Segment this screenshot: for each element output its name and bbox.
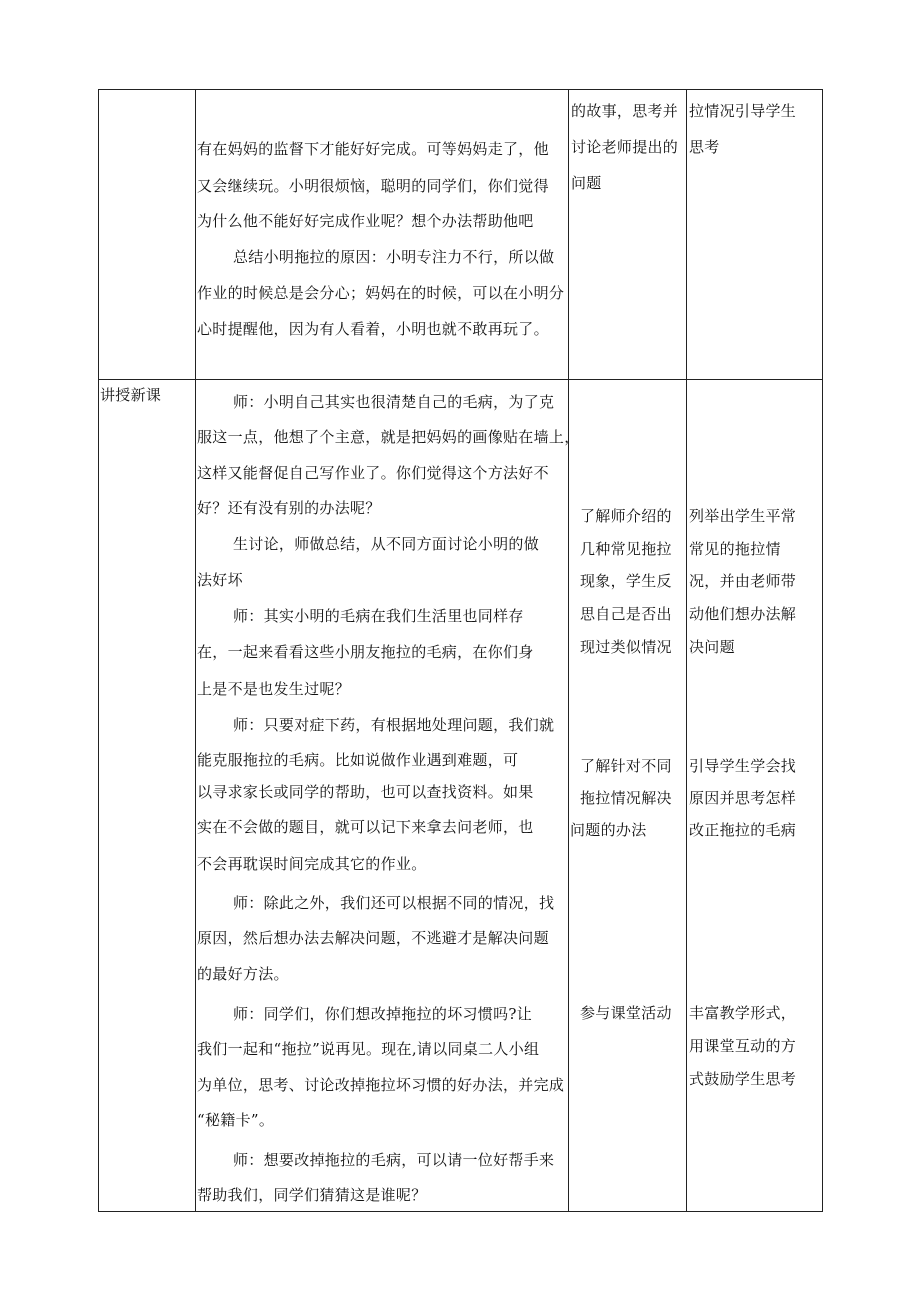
stage-cell — [99, 90, 196, 380]
intent-line: 式鼓励学生思考 — [689, 1070, 797, 1088]
activity-line: 现过类似情况 — [580, 638, 672, 656]
intent-line: 况，并由老师带 — [689, 572, 797, 590]
student-activity-cell — [569, 90, 687, 380]
content-line: 这样又能督促自己写作业了。你们觉得这个方法好不 — [197, 464, 549, 482]
content-line: 上是不是也发生过呢？ — [197, 680, 351, 698]
intent-line: 列举出学生平常 — [689, 507, 797, 525]
intent-line: 思考 — [689, 138, 720, 156]
content-line: 原因，然后想办法去解决问题，不逃避才是解决问题 — [197, 929, 549, 947]
teaching-content-cell — [196, 380, 580, 1212]
content-line: “秘籍卡”。 — [197, 1111, 275, 1129]
lesson-plan-table — [98, 89, 823, 1212]
content-line: 在，一起来看看这些小朋友拖拉的毛病，在你们身 — [197, 643, 534, 661]
activity-line: 思自己是否出 — [580, 605, 672, 623]
intent-line: 引导学生学会找 — [689, 757, 797, 775]
content-line: 实在不会做的题目，就可以记下来拿去问老师，也 — [197, 818, 534, 836]
content-line: 师：除此之外，我们还可以根据不同的情况，找 — [233, 894, 555, 912]
content-line: 能克服拖拉的毛病。比如说做作业遇到难题，可 — [197, 751, 519, 769]
activity-line: 现象，学生反 — [580, 572, 672, 590]
content-line: 不会再耽误时间完成其它的作业。 — [197, 855, 427, 873]
content-line: 总结小明拖拉的原因：小明专注力不行，所以做 — [233, 248, 555, 266]
design-intent-cell — [687, 90, 823, 380]
content-line: 我们一起和“拖拉”说再见。现在,请以同桌二人小组 — [197, 1040, 540, 1058]
stage-cell — [99, 380, 196, 1212]
content-line: 帮助我们，同学们猜猜这是谁呢？ — [197, 1186, 427, 1204]
content-line: 为单位，思考、讨论改掉拖拉坏习惯的好办法，并完成 — [197, 1076, 565, 1094]
content-line: 作业的时候总是会分心；妈妈在的时候，可以在小明分 — [197, 284, 565, 302]
intent-line: 决问题 — [689, 638, 735, 656]
activity-line: 讨论老师提出的 — [571, 138, 679, 156]
content-line: 生讨论，师做总结，从不同方面讨论小明的做 — [233, 535, 540, 553]
design-intent-cell — [687, 380, 823, 1212]
intent-line: 拉情况引导学生 — [689, 102, 797, 120]
content-line: 的最好方法。 — [197, 965, 289, 983]
content-line: 师：想要改掉拖拉的毛病，可以请一位好帮手来 — [233, 1151, 555, 1169]
table-row — [99, 90, 823, 380]
activity-line: 了解针对不同 — [580, 757, 672, 775]
content-line: 以寻求家长或同学的帮助，也可以查找资料。如果 — [197, 783, 534, 801]
content-line: 师：只要对症下药，有根据地处理问题，我们就 — [233, 716, 555, 734]
content-line: 师：其实小明的毛病在我们生活里也同样存 — [233, 607, 524, 625]
content-line: 师：小明自己其实也很清楚自己的毛病，为了克 — [233, 393, 555, 411]
intent-line: 改正拖拉的毛病 — [689, 821, 797, 839]
activity-line: 的故事，思考并 — [571, 102, 679, 120]
activity-line: 拖拉情况解决 — [580, 789, 672, 807]
intent-line: 动他们想办法解 — [689, 605, 797, 623]
activity-line: 参与课堂活动 — [580, 1004, 672, 1022]
intent-line: 原因并思考怎样 — [689, 789, 797, 807]
activity-line: 几种常见拖拉 — [580, 540, 672, 558]
teaching-content-cell — [196, 90, 569, 380]
intent-line: 用课堂互动的方 — [689, 1037, 797, 1055]
content-line: 为什么他不能好好完成作业呢？想个办法帮助他吧 — [197, 212, 534, 230]
student-activity-cell — [569, 380, 687, 1212]
stage-label: 讲授新课 — [100, 386, 162, 404]
activity-line: 了解师介绍的 — [580, 507, 672, 525]
intent-line: 常见的拖拉情 — [689, 540, 781, 558]
content-line: 有在妈妈的监督下才能好好完成。可等妈妈走了，他 — [197, 140, 549, 158]
content-line: 心时提醒他，因为有人看着，小明也就不敢再玩了。 — [197, 320, 549, 338]
content-line: 服这一点，他想了个主意，就是把妈妈的画像贴在墙上， — [197, 428, 580, 446]
content-line: 又会继续玩。小明很烦恼，聪明的同学们，你们觉得 — [197, 177, 549, 195]
content-line: 法好坏 — [197, 571, 243, 589]
activity-line: 问题的办法 — [570, 821, 647, 839]
content-line: 好？还有没有别的办法呢？ — [197, 499, 381, 517]
intent-line: 丰富教学形式， — [689, 1004, 797, 1022]
content-line: 师：同学们，你们想改掉拖拉的坏习惯吗?让 — [233, 1005, 533, 1023]
activity-line: 问题 — [571, 174, 602, 192]
table-row — [99, 380, 823, 1212]
